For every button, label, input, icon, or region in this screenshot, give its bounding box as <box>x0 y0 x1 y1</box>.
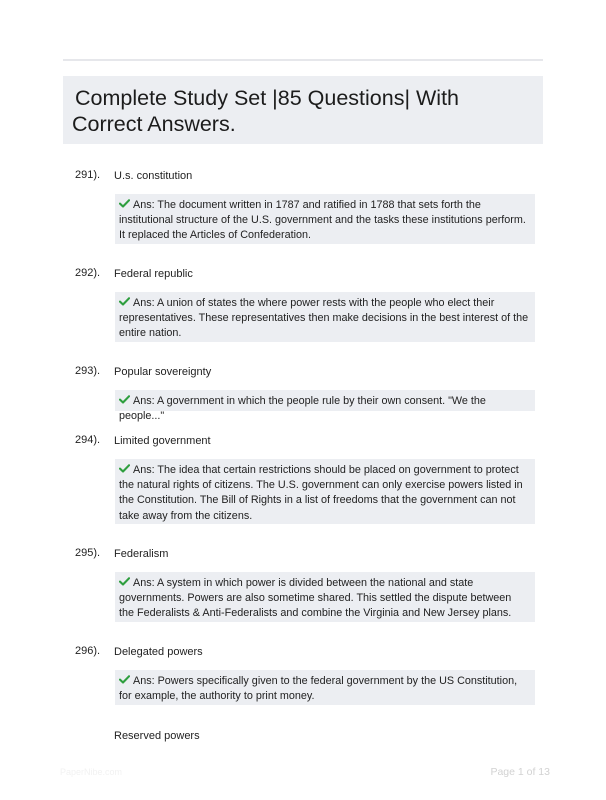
question-number: 294). <box>75 434 101 446</box>
answer-text: Ans: The document written in 1787 and ratified in 1788 that sets forth the institutional structure of the U.S. government and the tasks these institutions perform. It replaced the Articles of Confederation. <box>119 199 526 242</box>
top-divider <box>63 59 543 61</box>
page-title: Complete Study Set |85 Questions| With Correct Answers. <box>72 86 460 136</box>
question-number: 296). <box>75 645 101 657</box>
answer-box <box>115 292 535 342</box>
footer-watermark: PaperNibe.com <box>60 767 123 777</box>
answer-text: Ans: A government in which the people rule by their own consent. "We the people..." <box>119 395 486 423</box>
question-text: Reserved powers <box>114 730 200 742</box>
question-number: 293). <box>75 365 101 377</box>
question-text: Federalism <box>114 548 169 560</box>
question-number: 295). <box>75 547 101 559</box>
question-text: Limited government <box>114 435 211 447</box>
answer-box <box>115 670 535 705</box>
check-icon <box>119 297 130 306</box>
check-icon <box>119 577 130 586</box>
answer-box <box>115 390 535 423</box>
page-number: Page 1 of 13 <box>490 766 550 778</box>
question-text: Popular sovereignty <box>114 366 212 378</box>
answer-box <box>115 572 535 622</box>
answer-text: Ans: A system in which power is divided between the national and state governments. Powers are also sometime shared. This settled the dispute between the Federalists & Anti-Federalists and combine the Virginia and New Jersey plans. <box>119 577 512 620</box>
check-icon <box>119 675 130 684</box>
question-text: Federal republic <box>114 268 193 280</box>
question-number: 291). <box>75 169 101 181</box>
question-text: U.s. constitution <box>114 170 193 182</box>
answer-text: Ans: The idea that certain restrictions should be placed on government to protect the natural rights of citizens. The U.S. government can only exercise powers listed in the Constitution. The Bill of Rights in a list of freedoms that the government can not take away from the citizens. <box>119 464 523 522</box>
check-icon <box>119 464 130 473</box>
title-banner <box>63 76 543 144</box>
check-icon <box>119 199 130 208</box>
check-icon <box>119 395 130 404</box>
answer-box <box>115 459 535 524</box>
question-number: 292). <box>75 267 101 279</box>
question-text: Delegated powers <box>114 646 203 658</box>
answer-text: Ans: Powers specifically given to the federal government by the US Constitution, for example, the authority to print money. <box>119 675 518 703</box>
answer-box <box>115 194 535 244</box>
answer-text: Ans: A union of states the where power rests with the people who elect their representatives. These representatives then make decisions in the best interest of the entire nation. <box>119 297 529 340</box>
